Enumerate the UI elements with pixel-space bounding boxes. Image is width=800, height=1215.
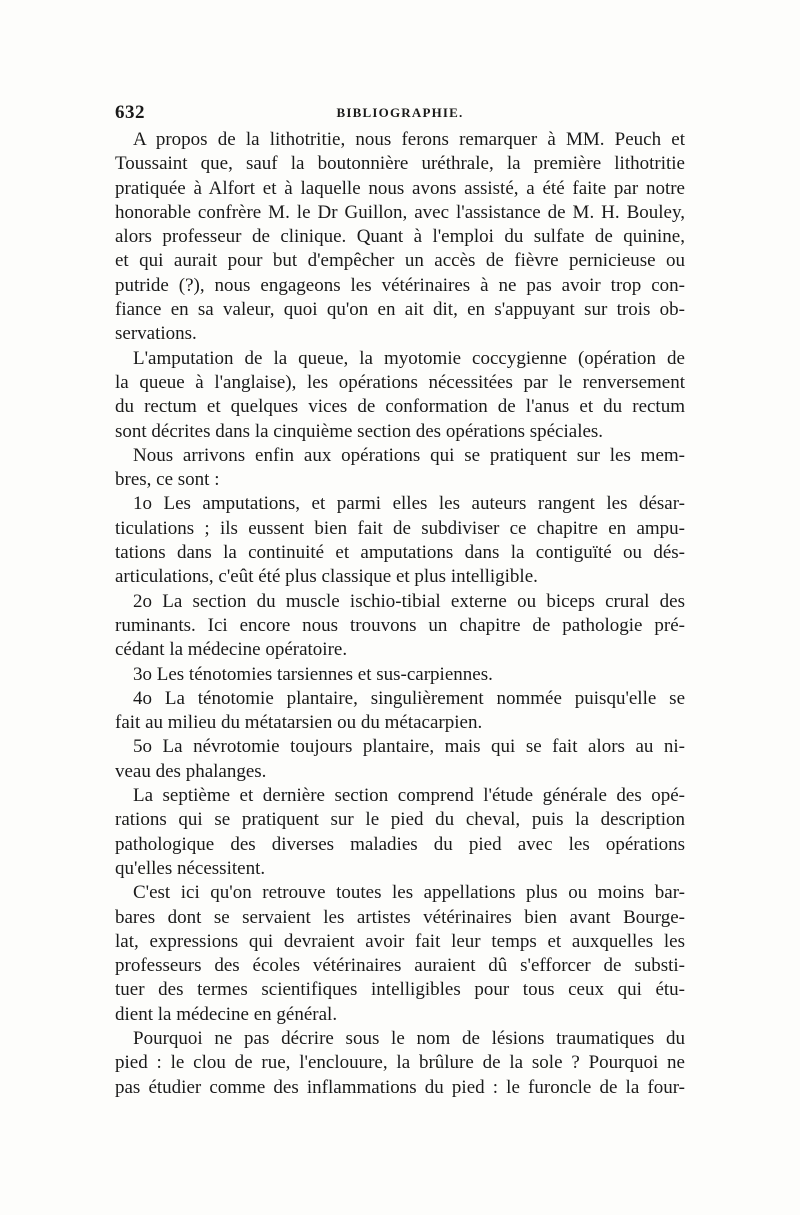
text-line: du rectum et quelques vices de conformation de l'anus et du rectum bbox=[115, 396, 685, 418]
text-line: lat, expressions qui devraient avoir fait leur temps et auxquelles les bbox=[115, 930, 685, 952]
text-line: rations qui se pratiquent sur le pied du cheval, puis la description bbox=[115, 809, 685, 831]
text-line: pas étudier comme des inflammations du pied : le furoncle de la four- bbox=[115, 1076, 685, 1098]
text-line: servations. bbox=[115, 323, 197, 345]
text-line: tuer des termes scientifiques intelligibles pour tous ceux qui étu- bbox=[115, 979, 685, 1001]
text-line: qu'elles nécessitent. bbox=[115, 857, 266, 879]
page-number: 632 bbox=[115, 102, 145, 123]
text-line: pied : le clou de rue, l'enclouure, la brûlure de la sole ? Pourquoi ne bbox=[115, 1052, 685, 1074]
text-line: la queue à l'anglaise), les opérations nécessitées par le renversement bbox=[115, 371, 685, 393]
text-line: La septième et dernière section comprend l'étude générale des opé- bbox=[133, 785, 685, 807]
text-line: 3o Les ténotomies tarsiennes et sus-carpiennes. bbox=[133, 663, 493, 685]
text-line: professeurs des écoles vétérinaires auraient dû s'efforcer de substi- bbox=[115, 955, 685, 977]
text-line: fiance en sa valeur, quoi qu'on en ait dit, en s'appuyant sur trois ob- bbox=[115, 299, 685, 321]
text-line: pratiquée à Alfort et à laquelle nous avons assisté, a été faite par notre bbox=[115, 177, 685, 199]
text-line: Nous arrivons enfin aux opérations qui se pratiquent sur les mem- bbox=[133, 444, 685, 466]
text-line: 2o La section du muscle ischio-tibial externe ou biceps crural des bbox=[133, 590, 685, 612]
text-line: putride (?), nous engageons les vétérinaires à ne pas avoir trop con- bbox=[115, 274, 685, 296]
text-line: 5o La névrotomie toujours plantaire, mais qui se fait alors au ni- bbox=[133, 736, 685, 758]
text-line: honorable confrère M. le Dr Guillon, avec l'assistance de M. H. Bouley, bbox=[115, 201, 685, 223]
text-line: 1o Les amputations, et parmi elles les auteurs rangent les désar- bbox=[133, 493, 685, 515]
text-line: fait au milieu du métatarsien ou du métacarpien. bbox=[115, 712, 483, 734]
text-line: ruminants. Ici encore nous trouvons un chapitre de pathologie pré- bbox=[115, 614, 685, 636]
text-line: tations dans la continuité et amputations dans la contiguïté ou dés- bbox=[115, 542, 685, 564]
text-line: veau des phalanges. bbox=[115, 760, 267, 782]
text-line: et qui aurait pour but d'empêcher un accès de fièvre pernicieuse ou bbox=[115, 250, 685, 272]
text-line: 4o La ténotomie plantaire, singulièrement nommée puisqu'elle se bbox=[133, 687, 685, 709]
text-line: Pourquoi ne pas décrire sous le nom de lésions traumatiques du bbox=[133, 1027, 685, 1049]
text-line: bres, ce sont : bbox=[115, 469, 220, 491]
text-line: articulations, c'eût été plus classique et plus intelligible. bbox=[115, 566, 538, 588]
text-line: dient la médecine en général. bbox=[115, 1003, 338, 1025]
text-line: C'est ici qu'on retrouve toutes les appellations plus ou moins bar- bbox=[133, 882, 685, 904]
text-line: ticulations ; ils eussent bien fait de subdiviser ce chapitre en ampu- bbox=[115, 517, 685, 539]
text-line: sont décrites dans la cinquième section des opérations spéciales. bbox=[115, 420, 604, 442]
page-header bbox=[115, 102, 685, 126]
text-line: L'amputation de la queue, la myotomie coccygienne (opération de bbox=[133, 347, 685, 369]
text-line: pathologique des diverses maladies du pied avec les opérations bbox=[115, 833, 685, 855]
text-line: cédant la médecine opératoire. bbox=[115, 639, 348, 661]
text-line: bares dont se servaient les artistes vétérinaires bien avant Bourge- bbox=[115, 906, 685, 928]
text-line: alors professeur de clinique. Quant à l'emploi du sulfate de quinine, bbox=[115, 226, 685, 248]
text-line: Toussaint que, sauf la boutonnière uréthrale, la première lithotritie bbox=[115, 153, 685, 175]
body-text bbox=[115, 128, 685, 1100]
running-head: BIBLIOGRAPHIE. bbox=[336, 105, 464, 120]
text-line: A propos de la lithotritie, nous ferons remarquer à MM. Peuch et bbox=[133, 129, 685, 150]
